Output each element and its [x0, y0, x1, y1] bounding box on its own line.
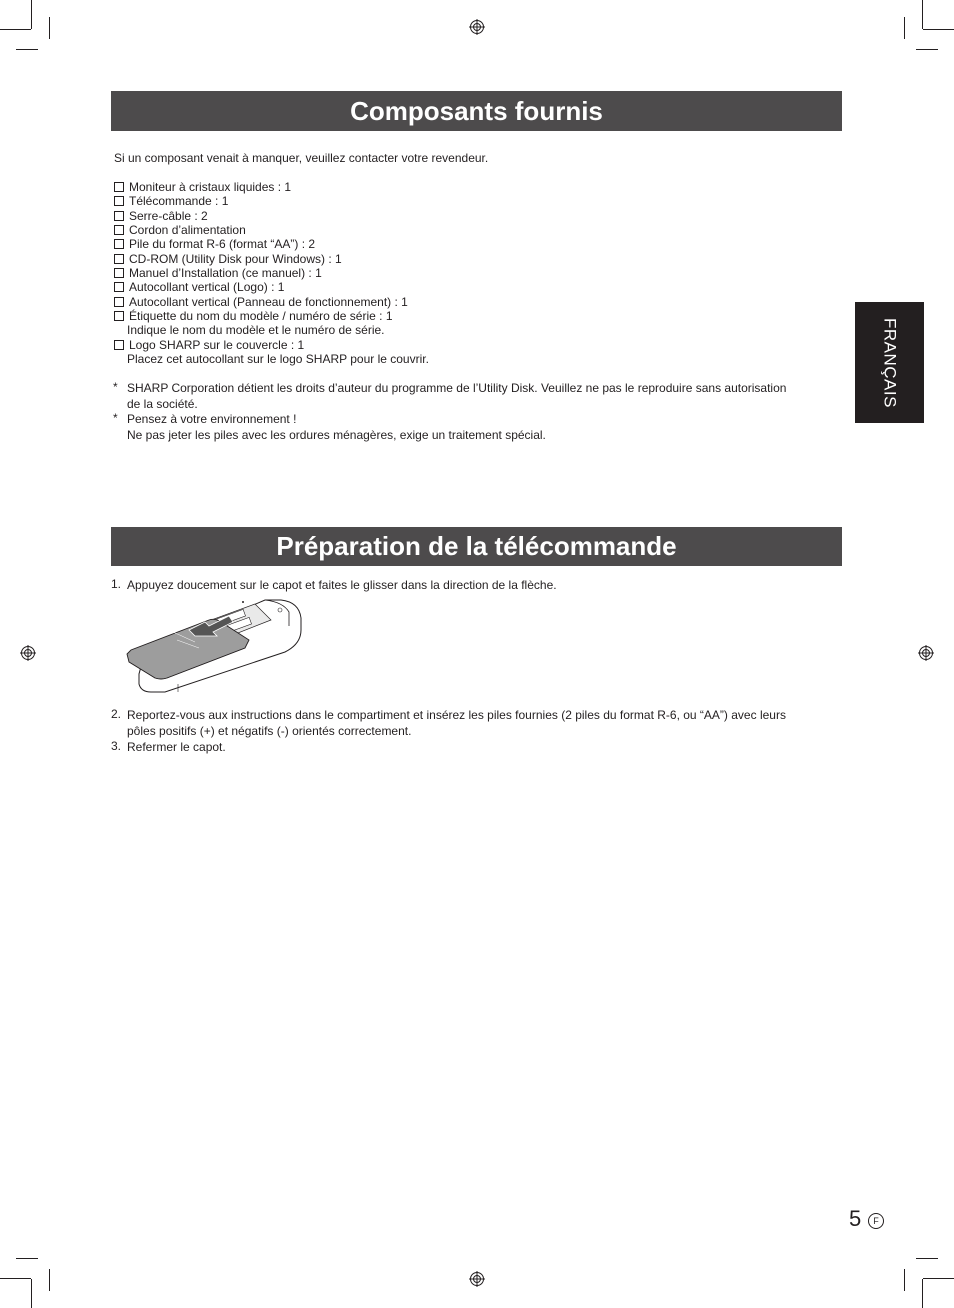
crop-mark	[916, 49, 938, 50]
checkbox-icon	[114, 196, 124, 206]
checkbox-icon	[114, 340, 124, 350]
checkbox-icon	[114, 282, 124, 292]
crop-mark	[0, 29, 31, 30]
crop-mark	[49, 17, 50, 39]
language-tab-label: FRANÇAIS	[880, 317, 900, 408]
checkbox-icon	[114, 254, 124, 264]
note-text: SHARP Corporation détient les droits d’auteur du programme de l’Utility Disk. Veuillez ne pas le reproduire sans autorisation	[127, 381, 787, 395]
checkbox-icon	[114, 182, 124, 192]
crop-mark	[31, 0, 32, 29]
checkbox-icon	[114, 268, 124, 278]
step-number: 3.	[111, 739, 122, 753]
list-item: Autocollant vertical (Panneau de fonctionnement) : 1	[114, 295, 408, 309]
checkbox-icon	[114, 239, 124, 249]
step-number: 1.	[111, 577, 122, 591]
step-number: 2.	[111, 707, 122, 721]
list-item: Serre-câble : 2	[114, 209, 208, 223]
crop-mark	[16, 1258, 38, 1259]
registration-mark-icon	[469, 19, 485, 35]
checkbox-icon	[114, 225, 124, 235]
step-text: Refermer le capot.	[127, 740, 226, 754]
registration-mark-icon	[918, 645, 934, 661]
checkbox-icon	[114, 211, 124, 221]
list-item: Étiquette du nom du modèle / numéro de série : 1	[114, 309, 393, 323]
crop-mark	[49, 1269, 50, 1291]
crop-mark	[923, 1278, 954, 1279]
page-language-letter: F	[868, 1213, 884, 1229]
note-text: Pensez à votre environnement !	[127, 412, 297, 426]
list-item-note: Placez cet autocollant sur le logo SHARP pour le couvrir.	[127, 352, 429, 366]
note-marker: *	[113, 380, 118, 394]
crop-mark	[904, 1269, 905, 1291]
remote-control-illustration	[125, 596, 305, 696]
checkbox-icon	[114, 297, 124, 307]
list-item: Moniteur à cristaux liquides : 1	[114, 180, 291, 194]
crop-mark	[916, 1258, 938, 1259]
list-item: Pile du format R-6 (format “AA”) : 2	[114, 237, 315, 251]
list-item: Autocollant vertical (Logo) : 1	[114, 280, 284, 294]
note-marker: *	[113, 411, 118, 425]
page-number: 5	[849, 1206, 862, 1231]
section-title-components: Composants fournis	[111, 91, 842, 131]
crop-mark	[923, 29, 954, 30]
crop-mark	[31, 1279, 32, 1308]
list-item: Logo SHARP sur le couvercle : 1	[114, 338, 304, 352]
list-item-note: Indique le nom du modèle et le numéro de série.	[127, 323, 385, 337]
section-title-remote-prep: Préparation de la télécommande	[111, 527, 842, 566]
crop-mark	[922, 0, 923, 29]
list-item: Cordon d’alimentation	[114, 223, 246, 237]
intro-text: Si un composant venait à manquer, veuillez contacter votre revendeur.	[114, 151, 489, 165]
registration-mark-icon	[20, 645, 36, 661]
note-text: de la société.	[127, 397, 198, 411]
crop-mark	[904, 17, 905, 39]
step-text: Appuyez doucement sur le capot et faites le glisser dans la direction de la flèche.	[127, 578, 557, 592]
list-item: CD-ROM (Utility Disk pour Windows) : 1	[114, 252, 342, 266]
list-item: Télécommande : 1	[114, 194, 228, 208]
step-text: pôles positifs (+) et négatifs (-) orientés correctement.	[127, 724, 412, 738]
crop-mark	[16, 49, 38, 50]
note-text: Ne pas jeter les piles avec les ordures ménagères, exige un traitement spécial.	[127, 428, 546, 442]
language-tab	[855, 302, 924, 423]
crop-mark	[922, 1279, 923, 1308]
checkbox-icon	[114, 311, 124, 321]
step-text: Reportez-vous aux instructions dans le compartiment et insérez les piles fournies (2 piles du format R-6, ou “AA”) avec leurs	[127, 708, 786, 722]
registration-mark-icon	[469, 1271, 485, 1287]
list-item: Manuel d’Installation (ce manuel) : 1	[114, 266, 322, 280]
crop-mark	[0, 1278, 31, 1279]
